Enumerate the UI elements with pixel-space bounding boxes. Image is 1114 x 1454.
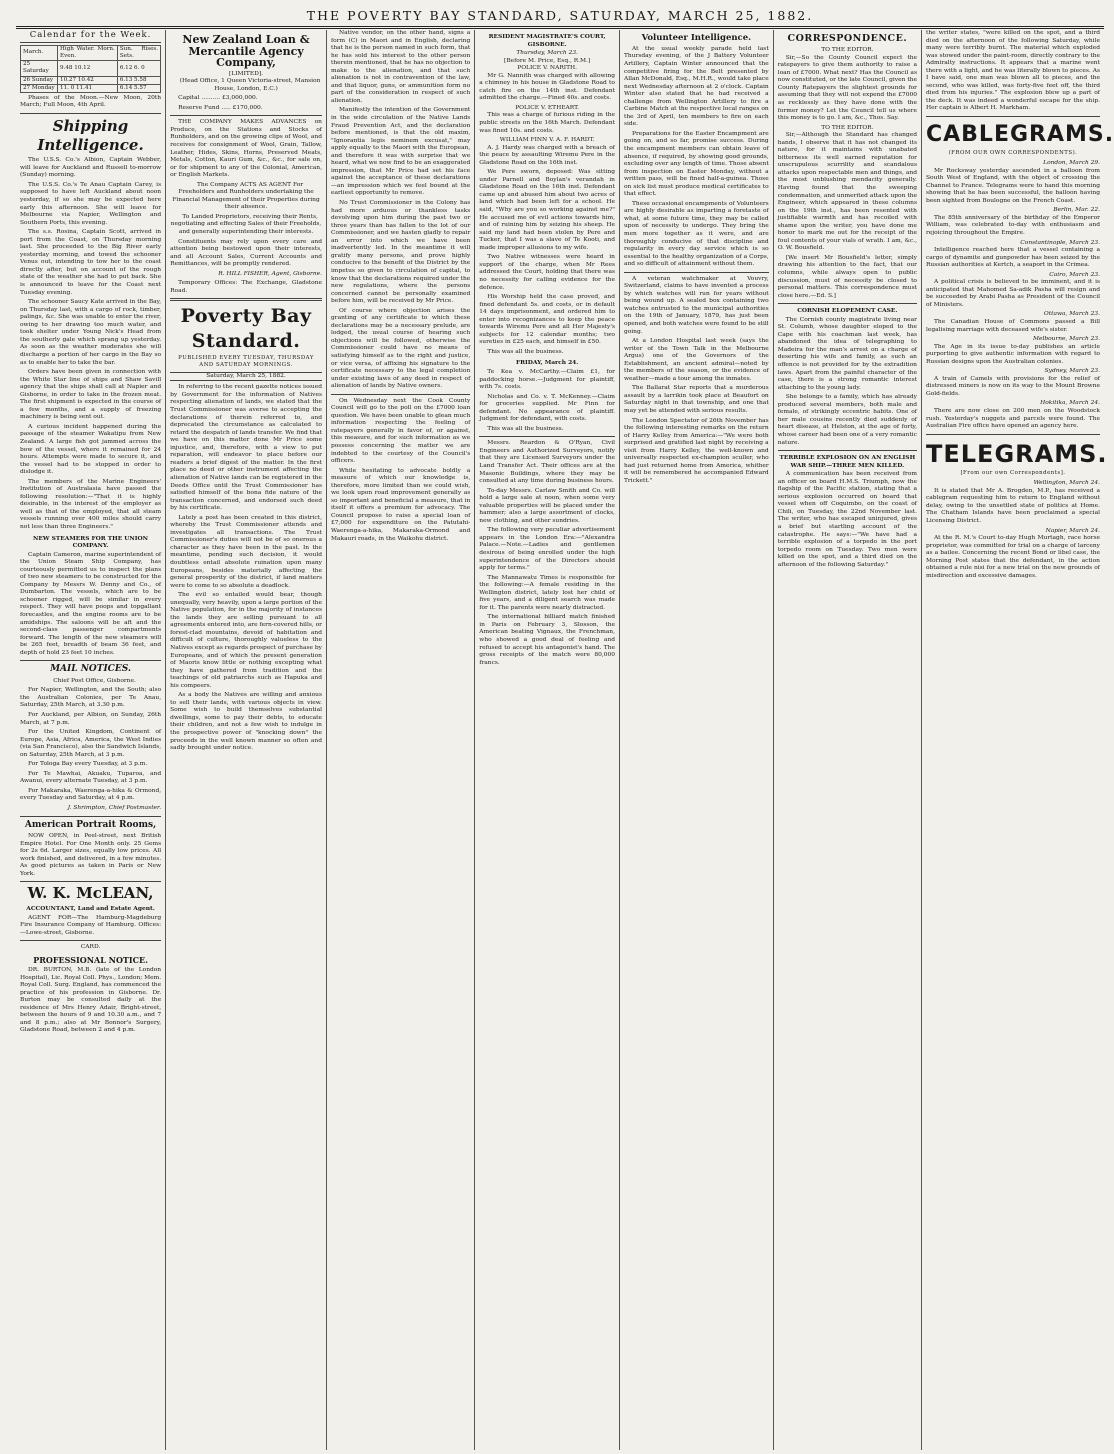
- cablegram-text: There are now close on 200 men on the Woodstock rush. Yesterday's nuggets and parcels were found. The Australian Fire office have opened an agency here.: [925, 408, 1100, 430]
- cablegram-item: [926, 336, 1100, 366]
- cal-header: Sun. Rises. Sets.: [117, 45, 160, 60]
- court-para: Te Kea v. McCarthy.—Claim £1, for paddocking horse.—Judgment for plaintiff, with 7s. costs.: [479, 368, 615, 391]
- cablegram-item: [926, 160, 1100, 205]
- news-para: To-day Messrs. Carlaw Smith and Co. will hold a large sale at noon, when some very valuable properties will be placed under the hammer; also a large assortment of clocks, new clothing, and other sundries.: [479, 487, 615, 524]
- shipping-para: Orders have been given in connection with the White Star line of ships and Shaw Savill agency that the ships shall call at Napier and Gisborne, in order to take in the frozen meat. The first shipment is expected in the course of a few months, and a supply of freezing machinery is being sent out.: [20, 369, 162, 421]
- cal-cell: 27 Monday: [21, 84, 58, 92]
- portrait-text: NOW OPEN, in Peel-street, next British Empire Hotel. For One Month only. 25 Gems for 2s 6d. Larger sizes, equally low prices. All work finished, and delivered, in a few minutes. As good pictures as taken in Paris or New York.: [20, 833, 162, 877]
- cablegram-text: Intelligence reached here that a vessel containing a cargo of dynamite and gunpowder has been seized by the Russian authorities at Kertch, a seaport in the Crimea.: [925, 247, 1100, 269]
- mclean-heading: W. K. McLEAN,: [27, 884, 154, 903]
- cablegram-place: London, March 29.: [1043, 160, 1100, 167]
- calendar-table: [20, 45, 161, 93]
- loan-reserve: Reserve Fund ..... £170,000.: [178, 104, 263, 111]
- cornish-para: The Cornish county magistrate living near St. Columb, whose daughter eloped to the Cape with his coachman last week, has abandoned the idea of telegraphing to Madeira for the man's arrest on a charge of deserting his wife and family, as such an offence is not provided for by the extradition laws. Apart from the painful character of the case, there is a strong romantic interest attaching to the young lady.: [777, 316, 917, 391]
- to-editor-label: TO THE EDITOR.: [821, 47, 874, 54]
- column-4: [475, 30, 620, 1450]
- cablegram-item: [926, 368, 1100, 398]
- column-1: [16, 30, 166, 1450]
- case-title: WILLIAM FINN V. A. F. HARDT.: [499, 137, 595, 144]
- cal-cell: 6.13 5.58: [117, 76, 160, 84]
- divider: [170, 298, 322, 301]
- cablegram-text: The 85th anniversary of the birthday of the Emperor William, was celebrated to-day with enthusiasm and rejoicing throughout the Empire.: [925, 214, 1100, 236]
- letter-text: Sir,—So the County Council expect the ratepayers to give them authority to raise a loan of £7000. What next? Has the Council as now constituted, or the late Council, given the County Ratepayers the slightest grounds for assuming that they will not expend the £7000 as recklessly as they have done with the former money? Let the Council tell us where this money is to go. I am, &c., Thos. Say.: [777, 54, 917, 122]
- news-para: The London Spectator of 26th November has the following interesting remarks on the return of Harry Kelley from America:—"We were both surprised and gratified last night by receiving a visit from Harry Kelley, the well-known and universally respected ex-champion sculler, who had just returned home from America, whither it will be remembered he accompanied Edward Trickett.": [623, 417, 769, 484]
- telegrams-heading: TELEGRAMS.: [925, 439, 1108, 468]
- telegram-place: Napier, March 24.: [1045, 527, 1100, 534]
- shipping-para: The U.S.S. Co.'s Te Anau Captain Carey, is supposed to have left Auckland about noon yesterday, if so she may be expected here early this afternoon. She will leave for Melbourne via Napier, Wellington and Southern Ports, this evening.: [20, 181, 162, 226]
- editorial-para: Lately a post has been created in this district, whereby the Trust Commissioner attends and investigates all transactions. The Trust Commissioner's duties will not be of so onerous a character as they have been in the past. In the meantime, pending such decision, it would doubtless entail absolute ruination upon many Europeans, besides materially affecting the general prosperity of the district, if land matters were to come to so absolute a deadlock.: [170, 514, 322, 589]
- cal-header: March.: [21, 45, 58, 60]
- loan-ad-offices: Temporary Offices: The Exchange, Gladstone Road.: [170, 280, 322, 294]
- court-para: We Pere sworn, deposed: Was sitting under Parnell and Boylan's verandah in Gladstone Road on the 16th inst. Defendant came up and abused him about two acres of land which had been left for a school. He said, "Why are you so working against me?" He accused me of evil actions towards him, and of ruining him by seizing his sheep. He said my land had been stolen by Pere and Tucker, that I was a slave of Te Kooti, and made improper allusions to my wife.: [479, 169, 615, 251]
- cal-cell: 11. 0 11.41: [58, 84, 118, 92]
- divider: [170, 115, 322, 116]
- cablegram-text: The Canadian House of Commons passed a Bill legalising marriage with deceased wife's sister.: [925, 319, 1100, 333]
- loan-company-office: (Head Office, 1 Queen Victoria-street, Mansion House, London, E.C.): [179, 78, 321, 92]
- explosion-para: A communication has been received from an officer on board H.M.S. Triumph, now the flagship of the Pacific station, stating that a serious explosion occurred on board that vessel when off Coquimbo, on the coast of Chili, on Tuesday, the 22nd November last. The writer, who has escaped uninjured, gives a brief but startling account of the catastrophe. He says:—"We have had a terrible explosion of a torpedo in the port torpedo room on Tuesday. Two men were killed on the spot, and a third died on the afternoon of the following Saturday.": [777, 471, 917, 568]
- cal-cell: 9.48 10.12: [58, 61, 118, 76]
- editorial-para: Native vendor, on the other hand, signs a form (C) in Maori and in English, declaring that he is the person named in such form, that he has sold his interest to the other person therein mentioned, that he has no objection to make to the alienation, and that such alienation is not in contravention of the law, and that liquor, guns, or ammunition form no part of the consideration in respect of such alienation.: [330, 30, 471, 104]
- column-3: [327, 30, 475, 1450]
- mail-para: For Makaraka, Waerenga-a-hika & Ormond, every Tuesday and Saturday, at 4 p.m.: [20, 787, 162, 802]
- cablegram-item: [926, 240, 1100, 270]
- divider: [20, 660, 161, 661]
- court-para: Nicholas and Co. v. T. McKenney.—Claim for groceries supplied. Mr Finn for defendant. No appearance of plaintiff. Judgment for defendant, with costs.: [479, 393, 615, 423]
- cablegrams-heading: CABLEGRAMS.: [925, 122, 1114, 148]
- shipping-para: The members of the Marine Engineers' Institution of Australasia have passed the following resolution:—"That it is highly desirable, in the interest of the employer as well as that of the employed, that all steam vessels running over 400 miles should carry not less than three Engineers.": [20, 478, 162, 530]
- divider: [331, 394, 470, 395]
- subheading: NEW STEAMERS FOR THE UNION COMPANY.: [33, 534, 149, 550]
- cablegram-item: [926, 400, 1100, 430]
- loan-company-heading: New Zealand Loan & Mercantile Agency Company,: [182, 33, 310, 70]
- cablegram-item: [926, 207, 1100, 237]
- court-para: This was all the business.: [487, 425, 564, 432]
- cal-cell: 6.12 6. 0: [117, 61, 160, 76]
- court-date: Thursday, March 23.: [516, 50, 578, 57]
- loan-ad-para: Constituents may rely upon every care and attention being bestowed upon their interests, and all Account Sales, Current Accounts and Remittances, will be promptly rendered.: [170, 238, 322, 268]
- court-para: Two Native witnesses were heard in support of the charge, when Mr Rees addressed the Court, holding that there was no necessity for calling evidence for the defence.: [479, 254, 615, 291]
- cablegram-text: A train of Camels with provisions for the relief of distressed miners is now on its way to the Mount Browne Gold-fields.: [925, 375, 1100, 397]
- cablegram-place: Cairo, March 23.: [1049, 271, 1100, 278]
- cal-cell: 10.27 10.42: [58, 76, 118, 84]
- cablegram-item: [926, 311, 1100, 334]
- telegrams-subheading: [From our own Correspondents].: [960, 470, 1066, 477]
- volunteer-para: At the usual weekly parade held last Thursday evening, of the J Battery Volunteer Artillery, Captain Winter announced that the competitive firing for the Belt presented by Allan McDonald, Esq., M.H.R., would take place next Wednesday afternoon at 2 o'clock. Captain Winter also stated that he had received a challenge from Wellington Artillery to fire a Carbine Match at the respective local ranges on the 3rd of April, ten members to fire on each side.: [623, 45, 769, 128]
- masthead: THE POVERTY BAY STANDARD, SATURDAY, MARCH 25, 1882.: [16, 8, 1104, 27]
- divider: [20, 881, 161, 882]
- letter-text: Sir,—Although the Standard has changed hands, I observe that it has not changed its nature, for it maintains with unabated bitterness its well earned reputation for unscrupulous scurrility and scandalous attacks upon respectable men and things, and the most unblushing mendacity generally. Having found that the sweeping condemnation, and unmerited attack upon the Engineer, which appeared in these columns on the 19th inst., has been resented with justifiable warmth and has recoiled with shame upon the writer, you have done me honor to mark me out for the receipt of the foul contents of your vials of wrath. I am, &c., O. W. Bousfield.: [777, 132, 917, 252]
- mail-para: For Auckland, per Albion, on Sunday, 26th March, at 7 p.m.: [20, 711, 162, 726]
- paper-date: Saturday, March 25, 1882.: [170, 372, 322, 382]
- loan-ad-signature: R. HILL FISHER, Agent, Gisborne.: [218, 270, 322, 277]
- editorial-para: The evil so entailed would bear, though unequally, very heavily, upon a large portion of the Native population, for in the majority of instances the lands they are selling pursuant to all agreements entered into, are fern-covered hills, or forest-clad mountains, devoid of habitation and difficult of culture, thoroughly valueless to the Natives except as regards prospect of purchase by Europeans, and of which the present generation of Maoris know little or nothing excepting what they have gathered from tradition and the teachings of old patriarchs such as Hapuka and his compeers.: [170, 592, 322, 689]
- cablegrams-subheading: (FROM OUR OWN CORRESPONDENTS).: [948, 150, 1078, 157]
- divider: [20, 113, 161, 114]
- cablegram-item: [926, 272, 1100, 310]
- portrait-heading: American Portrait Rooms,: [24, 819, 157, 830]
- mail-para: For Tologa Bay every Tuesday, at 3 p.m.: [28, 761, 148, 768]
- shipping-para: The schooner Saucy Kate arrived in the Bay, on Thursday last, with a cargo of rock, timber, palings, &c. She was unable to enter the river, owing to her drawing too much water, and took shelter under Young Nick's Head from the southerly gale which sprang up yesterday. As soon as the weather moderates she will discharge a portion of her cargo in the Bay so as to enable her to take the bar.: [20, 299, 162, 366]
- cablegram-text: The Age in its issue to-day publishes an article purporting to give authentic information with regard to Russian designs upon the Australian colonies.: [925, 343, 1100, 365]
- paper-title: Poverty Bay Standard.: [180, 305, 312, 352]
- cal-cell: 25 Saturday: [21, 61, 58, 76]
- table-row: [21, 61, 161, 76]
- cornish-heading: CORNISH ELOPEMENT CASE.: [797, 307, 898, 315]
- loan-ad-para: THE COMPANY MAKES ADVANCES on Produce, on the Stations and Stocks of Runholders, and on the growing clips of Wool, and receives for consignment of Wool, Grain, Tallow, Leather, Hides, Skins, Horns, Preserved Meats, Metals, Cotton, Kauri Gum, &c., &c., for sale on, or for shipment to any of the Colonial, American, or English Markets.: [170, 119, 322, 179]
- card-label: CARD.: [80, 944, 101, 951]
- shipping-para: A curious incident happened during the passage of the steamer Wakatipu from New Zealand. A large fish got jammed across the bow of the vessel, where it remained for 24 hours. Attempts were made to secure it, and the vessel had to be stopped in order to dislodge it.: [20, 423, 162, 476]
- correspondence-heading: CORRESPONDENCE.: [787, 33, 908, 44]
- divider: [778, 303, 917, 304]
- loan-company-limited: [LIMITED].: [229, 70, 264, 77]
- volunteer-para: These occasional encampments of Volunteers are highly desirable as imparting a foretaste of what, at some future time, they may be called upon of necessity to undergo. They bring the men more together as it were, and are thoroughly conducive of that discipline and regularity in every day service which is so essential to the healthy organization of a Corps, and so difficult of attainment without them.: [623, 200, 769, 268]
- divider: [926, 434, 1100, 435]
- loan-capital: Capital .......... £3,000,000.: [178, 95, 258, 102]
- masthead-rule: [16, 28, 1104, 29]
- table-row: [21, 84, 161, 92]
- court-para: A. J. Hardy was charged with a breach of the peace by assaulting Wiremu Pere in the Gladstone Road on the 16th inst.: [479, 144, 615, 166]
- mail-para: For the United Kingdom, Continent of Europe, Asia, Africa, America, the West Indies (via San Francisco), also the Sandwich Islands, on Saturday, 25th March, at 3 p.m.: [20, 729, 162, 758]
- mclean-subheading: ACCOUNTANT, Land and Estate Agent.: [26, 905, 155, 913]
- column-2: [166, 30, 327, 1450]
- cablegram-place: Hokitika, March 24.: [1040, 400, 1100, 407]
- editorial-para: As a body the Natives are willing and anxious to sell their lands, with various objects in view. Some wish to build themselves substantial dwellings, some to pay their debts, to educate their children, and not a few wish to indulge in the prospective power of "knocking down" the proceeds in the well known manner so often and sadly brought under notice.: [170, 692, 322, 752]
- volunteer-para: Preparations for the Easter Encampment are going on, and so far, promise success. During the encampment members can obtain leave of absence, if required, by showing good grounds, excluding over any length of time. Those absent from inspection on Easter Monday, without a written pass, will be fined half-a-guinea. Those on sick list must produce medical certificates to that effect.: [623, 130, 769, 198]
- shipping-para: The s.s. Rosina, Captain Scott, arrived in port from the Coast, on Thursday morning last. She proceeded to the Big River early yesterday morning, and towed the schooner Venus out, intending to tow her to the coast directly after, but on account of the rough state of the weather she had to put back. She is announced to leave for the Coast next Tuesday evening.: [20, 229, 162, 296]
- editorial-para: In referring to the recent gazette notices issued by Government for the information of Natives respecting alienation of lands, we stated that the Trust Commissioner was averse to accepting the declarations of therein referred to, and deprecated the circumstance as calculated to retard the despatch of lands transfer. We find that we have on this matter done Mr Price some injustice, and, therefore, with a view to put reparation, will endeavor to place before our readers a brief digest of the matter. In the first place no deed or other instrument affecting the alienation of Native lands can be registered in the Deeds Office until the Trust Commissioner has satisfied himself of the bona fide nature of the transaction concerned, and endorsed such deed by his certificate.: [170, 384, 322, 512]
- telegram-text: It is stated that Mr A. Brogden, M.P., has received a cablegram requesting him to return to England without delay, owing to the unsettled state of politics at Home. The Chatham Islands have been proclaimed a special Licensing District.: [925, 487, 1100, 525]
- cablegram-place: Ottawa, March 23.: [1043, 311, 1100, 318]
- shipping-para: The U.S.S. Co.'s Albion, Captain Webber, will leave for Auckland and Russell to-morrow (Sunday) morning.: [20, 157, 162, 179]
- shipping-heading: Shipping Intelligence.: [37, 116, 144, 155]
- news-para: The Ballarat Star reports that a murderous assault by a larrikin took place at Beaufort on Saturday night in that township, and one that may yet be attended with serious results.: [623, 385, 769, 415]
- loan-ad-para: To Landed Proprietors, receiving their Rents, negotiating and effecting Sales of their Freeholds, and generally superintending their interests.: [170, 213, 322, 236]
- divider: [778, 450, 917, 451]
- cablegram-place: Melbourne, March 23.: [1032, 336, 1100, 343]
- cal-cell: 26 Sunday: [21, 76, 58, 84]
- professional-text: DR. BURTON, M.B. (late of the London Hospital), Lic. Royal Coll. Phys., London; Mem. Royal Coll. Surg. England, has commenced the practice of his profession in Gisborne. Dr. Burton may be consulted daily at the residence of Mrs Henry Adair, Bright-street, between the hours of 9 and 10.30 a.m., and 7 and 8 p.m.; also at Mr Bonnor's Surgery, Gladstone Road, between 2 and 4 p.m.: [20, 967, 162, 1034]
- mail-para: For Te Mawhai, Akuaku, Tuparoa, and Awanui, every alternate Tuesday, at 3 p.m.: [20, 770, 162, 785]
- cal-header: High Water. Morn. Even.: [58, 45, 118, 60]
- court-para: This was a charge of furious riding in the public streets on the 16th March. Defendant was fined 10s. and costs.: [479, 112, 615, 134]
- telegram-item: [926, 480, 1100, 525]
- telegram-item: [926, 528, 1100, 581]
- shipping-para: Captain Cameron, marine superintendent of the Union Steam Ship Company, has courteously permitted us to inspect the plans of two new steamers to be constructed for the Company by Messrs W. Denny and Co., of Dumbarton. The vessels, which are to be schooner rigged, will be similar in every respect. They will have poops and topgallant forecastles, and the engine rooms are to be amidships. The saloons will be aft and the second-class passenger compartments forward. The length of the new steamers will be 265 feet, breadth of beam 36 feet, and depth of hold 23 feet 10 inches.: [20, 551, 162, 656]
- editorial-para: On Wednesday next the Cook County Council will go to the poll on the £7000 loan question. We have been unable to glean much information respecting the feeling of ratepayers generally in favor of, or against, this measure, and for such information as we possess concerning the matter we are indebted to the courtesy of the Council's officers.: [330, 397, 471, 465]
- news-para: Messrs. Reardon & O'Ryan, Civil Engineers and Authorized Surveyors, notify that they are Licensed Surveyors under the Land Transfer Act. Their offices are at the Masonic Buildings, where they may be consulted at any time during business hours.: [479, 440, 615, 485]
- editorial-para: Manifestly the intention of the Government in the wide circulation of the Native Lands Fraud Prevention Act, and the declaration before mentioned, is that the old maxim, "Ignorantia legis neminem excusat," may apply equally to the Maori with the European, and therefore it was with surprise that we heard, what we now find to be an exaggerated impression, that Mr Price had set his face against the acceptance of these declarations—an impression which we feel bound at the earliest opportunity to remove.: [330, 107, 471, 197]
- loan-ad-para: The Company ACTS AS AGENT For Freeholders and Runholders undertaking the Financial Management of their Properties during their absence.: [172, 181, 320, 211]
- divider: [20, 816, 161, 817]
- explosion-heading: TERRIBLE EXPLOSION ON AN ENGLISH WAR SHIP.—THREE MEN KILLED.: [779, 454, 916, 469]
- editor-note: [We insert Mr Bousfield's letter, simply drawing his attention to the fact, that our columns, while always open to public discussion, must of necessity be closed to personal matters. This correspondence must close here.—Ed. S.]: [777, 254, 917, 299]
- editorial-para: While hesitating to advocate boldly a measure of which our knowledge is, therefore, more limited than we could wish, we look upon road improvement generally as so important and beneficial a measure, that in itself it offers a premium for advocacy. The Council propose to raise a special loan of £7,000 for expenditure on the Patutahi-Waerenga-a-hika, Makaraka-Ormond and Makauri roads, in the Waikohu district.: [330, 467, 471, 542]
- column-6: [774, 30, 922, 1450]
- case-title: POLICE V. ETHEART.: [515, 104, 580, 111]
- editorial-para: No Trust Commissioner in the Colony has had more arduous or thankless tasks devolving upon him during the past two or three years than has fallen to the lot of our Commissioner, and we hasten gladly to repair an error into which we have been inadvertently led. In the meantime it will gratify many persons, and prove highly conducive to the benefit of the District by the impetus so given to circulation of capital, to know that the declarations required under the new regulations, where the persons concerned cannot be personally examined before him, will be received by Mr Price.: [330, 200, 471, 305]
- moon-phases: Phases of the Moon.—New Moon, 20th March; Full Moon, 4th April.: [20, 94, 162, 109]
- cablegram-place: Berlin, Mar. 22.: [1053, 207, 1100, 214]
- divider: [624, 272, 769, 273]
- court-para: His Worship held the case proved, and fined defendant 5s. and costs, or in default 14 days imprisonment, and ordered him to enter into recognizances to keep the peace towards Wiremu Pere and all Her Majesty's subjects for 12 calendar months; two sureties in £25 each, and himself in £50.: [479, 294, 615, 346]
- paper-subtitle: PUBLISHED EVERY TUESDAY, THURSDAY AND SATURDAY MORNINGS.: [178, 355, 314, 368]
- cablegram-place: Constantinople, March 23.: [1020, 239, 1100, 246]
- mail-para: Chief Post Office, Gisborne.: [53, 677, 136, 684]
- volunteer-heading: Volunteer Intelligence.: [641, 33, 752, 43]
- telegram-text: At the R. M.'s Court to-day Hugh Murtagh, race horse proprietor, was committed for trial on a charge of larceny as a bailee. Concerning the recent Bond or libel case, the Morning Post states that the defendant, in the action obtained a rule nisi for a new trial on the new grounds of misdirection and excessive damages.: [925, 535, 1100, 579]
- calendar-title: Calendar for the Week.: [20, 30, 161, 43]
- mclean-text: AGENT FOR—The Hamburg-Magdeburg Fire Insurance Company of Hamburg. Offices:—Lowe-street, Gisborne.: [20, 914, 162, 936]
- mail-para: For Napier, Wellington, and the South; also the Australian Colonies, per Te Anau, Saturday, 25th March, at 3.30 p.m.: [20, 687, 162, 709]
- editorial-para: Of course where objection arises the granting of any certificate to which these declarations may be a necessary prelude, are lodged, the usual course of hearing such objections will be followed, otherwise the Commissioner could have no means of satisfying himself as to the right and justice, or vice versa, of affixing his signature to the certificate necessary to the legal completion under existing laws of any deed in respect of alienation of lands by Native owners.: [330, 307, 471, 390]
- court-heading: RESIDENT MAGISTRATE'S COURT, GISBORNE.: [488, 33, 606, 48]
- mail-notices-heading: MAIL NOTICES.: [50, 664, 132, 675]
- divider: [479, 436, 615, 437]
- news-para: A veteran watchmaker at Vouvry, Switzerland, claims to have invented a process by which watches will run for years without being wound up. A sealed box containing two watches entrusted to the municipal authorities on the 19th of January, 1879, has just been opened, and both watches were found to be still going.: [623, 275, 769, 335]
- divider: [926, 116, 1100, 117]
- court-para: Mr G. Nannith was charged with allowing a chimney in his house in Gladstone Road to catch fire on the 14th inst. Defendant admitted the charge.—Fined 40s. and costs.: [479, 72, 615, 102]
- news-para: The following very peculiar advertisement appears in the London Era:—"Alexandra Palace.—Note.—Ladies and gentlemen desirous of being enrolled under the high superintendence of the Directors should apply for terms.": [479, 527, 615, 572]
- cal-cell: 6.14 5.57: [117, 84, 160, 92]
- table-row: [21, 76, 161, 84]
- cornish-para: She belongs to a family, which has already produced several members, both male and female, of strikingly eccentric habits. One of her male cousins recently died suddenly of heart disease, at Helston, at the age of forty, whose career had been one of a very romantic nature.: [777, 394, 917, 446]
- to-editor-label: TO THE EDITOR.: [821, 124, 874, 131]
- friday-heading: FRIDAY, March 24.: [515, 359, 579, 367]
- cablegram-text: A political crisis is believed to be imminent, and it is anticipated that Mahomed Sa-adik Pasha will resign and be succeeded by Arabi Pasha as President of the Council of Ministers.: [925, 279, 1100, 308]
- cablegram-place: Sydney, March 23.: [1044, 368, 1100, 375]
- news-para: The international billiard match finished in Paris on February 3, Slosson, the American beating Vignaux, the Frenchman, who showed a good deal of feeling and refused to accept his antagonist's hand. The gross receipts of the match were 80,000 francs.: [479, 614, 615, 666]
- column-7: [922, 30, 1114, 1450]
- telegram-place: Wellington, March 24.: [1033, 480, 1100, 487]
- explosion-continued: the writer states, "were killed on the spot, and a third died on the afternoon of the following Saturday, while many were terribly burnt. The material which exploded was stowed under the paint-room, directly contrary to the Admiralty instructions. It appears that a marine went there with a light, and he was literally blown to pieces. As I have said, one man was blown all to pieces, and the second, who was killed, was forty-five feet off, the third died from his injuries." The explosion blew up a part of the deck. It was indeed a wonderful escape for the ship. Her captain is Albert H. Markham.: [925, 30, 1100, 112]
- mail-signature: J. Shrimpton, Chief Postmaster.: [67, 805, 162, 811]
- court-para: This was all the business.: [487, 348, 564, 355]
- divider: [20, 940, 161, 941]
- column-5: [620, 30, 774, 1450]
- court-before: [Before M. Price, Esq., R.M.]: [504, 57, 591, 64]
- case-title: POLICE V. NARITH.: [517, 65, 578, 72]
- news-para: At a London Hospital last week (says the writer of the Town Talk in the Melbourne Argus) one of the Governors of the Establishment, an ancient admiral—noted by the members of the season, or the evidence of weather—made a tour among the inmates.: [623, 338, 769, 382]
- columns: [16, 30, 1114, 1450]
- cablegram-text: Mr Rocksway yesterday ascended in a balloon from South West of England, with the object of crossing the Channel to France. Telegrams were to hand this morning showing that he has been successful, the balloon having been sighted from Boulogne on the French Coast.: [925, 167, 1100, 204]
- professional-heading: PROFESSIONAL NOTICE.: [33, 954, 148, 965]
- news-para: The Mannawatu Times is responsible for the following:—A female residing in the Wellington district, lately lost her child of five years, and a diligent search was made for it. The parents were nearly distracted.: [479, 574, 615, 611]
